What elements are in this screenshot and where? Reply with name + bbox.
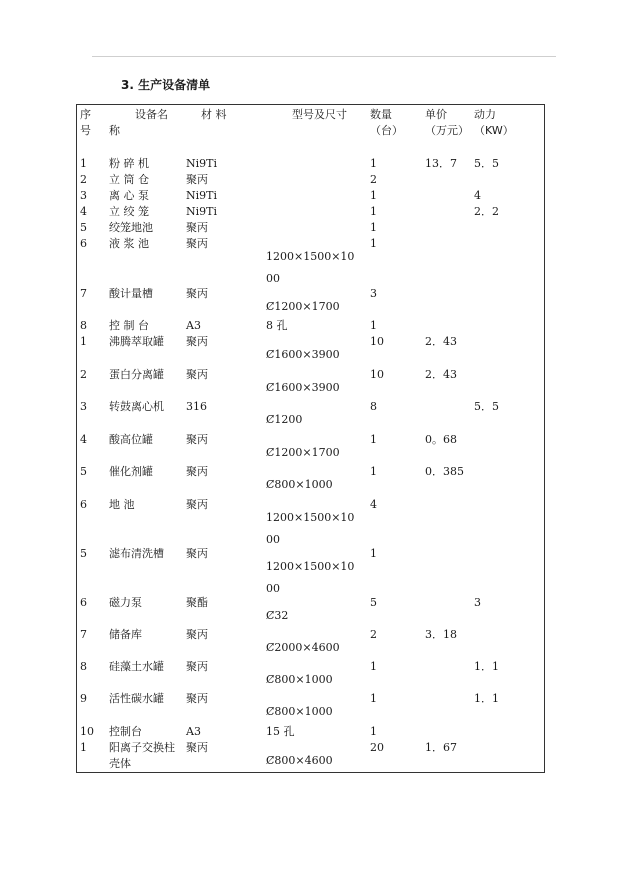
cell-material: 聚丙 bbox=[186, 741, 208, 754]
cell-model: Ȼ1600×3900 bbox=[266, 381, 340, 394]
header-qty-line1: 数量 bbox=[370, 108, 392, 121]
cell-material: 聚丙 bbox=[186, 692, 208, 705]
cell-qty: 1 bbox=[370, 692, 377, 705]
cell-name: 滤布清洗槽 bbox=[109, 547, 164, 560]
header-price-line2: （万元） bbox=[425, 124, 469, 137]
cell-qty: 1 bbox=[370, 433, 377, 446]
cell-qty: 1 bbox=[370, 157, 377, 170]
header-material: 材 料 bbox=[201, 108, 227, 121]
cell-model: Ȼ800×4600 bbox=[266, 754, 333, 767]
header-no-line1: 序 bbox=[80, 108, 91, 121]
header-qty bbox=[370, 107, 403, 139]
cell-material: 聚丙 bbox=[186, 287, 208, 300]
header-price bbox=[425, 107, 469, 139]
header-price-line1: 单价 bbox=[425, 108, 447, 121]
header-power-line2: （KW） bbox=[474, 124, 514, 137]
cell-material: 聚丙 bbox=[186, 547, 208, 560]
cell-price: 0．385 bbox=[425, 465, 464, 478]
cell-material: 聚丙 bbox=[186, 465, 208, 478]
header-name bbox=[109, 107, 168, 139]
cell-name: 蛋白分离罐 bbox=[109, 368, 164, 381]
cell-model: Ȼ800×1000 bbox=[266, 673, 333, 686]
cell-model: Ȼ800×1000 bbox=[266, 478, 333, 491]
cell-qty: 1 bbox=[370, 205, 377, 218]
cell-model: Ȼ1600×3900 bbox=[266, 348, 340, 361]
cell-no: 10 bbox=[80, 725, 94, 738]
cell-model: 1200×1500×1000 bbox=[266, 511, 355, 546]
cell-qty: 10 bbox=[370, 335, 384, 348]
cell-qty: 1 bbox=[370, 221, 377, 234]
cell-model: Ȼ2000×4600 bbox=[266, 641, 340, 654]
cell-model: Ȼ800×1000 bbox=[266, 705, 333, 718]
cell-power: 1．1 bbox=[474, 660, 499, 673]
cell-qty: 1 bbox=[370, 465, 377, 478]
cell-no: 1 bbox=[80, 741, 87, 754]
header-qty-line2: （台） bbox=[370, 124, 403, 137]
cell-qty: 1 bbox=[370, 237, 377, 250]
cell-model: Ȼ1200×1700 bbox=[266, 300, 340, 313]
cell-qty: 20 bbox=[370, 741, 384, 754]
cell-no: 1 bbox=[80, 335, 87, 348]
cell-material: Ni9Ti bbox=[186, 157, 217, 170]
cell-model: 1200×1500×1000 bbox=[266, 560, 355, 595]
cell-power: 4 bbox=[474, 189, 481, 202]
cell-name: 活性碳水罐 bbox=[109, 692, 164, 705]
cell-no: 4 bbox=[80, 433, 87, 446]
header-name-line2: 称 bbox=[109, 124, 120, 137]
cell-model: 1200×1500×1000 bbox=[266, 250, 355, 285]
cell-no: 5 bbox=[80, 221, 87, 234]
cell-name: 催化剂罐 bbox=[109, 465, 153, 478]
cell-model: Ȼ1200×1700 bbox=[266, 446, 340, 459]
header-no bbox=[80, 107, 91, 139]
cell-material: Ni9Ti bbox=[186, 189, 217, 202]
cell-no: 1 bbox=[80, 157, 87, 170]
cell-qty: 5 bbox=[370, 596, 377, 609]
cell-material: 聚丙 bbox=[186, 173, 208, 186]
cell-model: Ȼ32 bbox=[266, 609, 289, 622]
cell-no: 7 bbox=[80, 628, 87, 641]
cell-name: 离 心 泵 bbox=[109, 189, 149, 202]
cell-material: 聚丙 bbox=[186, 433, 208, 446]
cell-price: 1．67 bbox=[425, 741, 457, 754]
cell-no: 2 bbox=[80, 173, 87, 186]
cell-material: 聚丙 bbox=[186, 628, 208, 641]
cell-qty: 2 bbox=[370, 628, 377, 641]
header-name-line1: 设备名 bbox=[135, 108, 168, 121]
header-model: 型号及尺寸 bbox=[292, 108, 347, 121]
cell-power: 5．5 bbox=[474, 400, 499, 413]
header-no-line2: 号 bbox=[80, 124, 91, 137]
cell-no: 3 bbox=[80, 400, 87, 413]
cell-no: 6 bbox=[80, 498, 87, 511]
cell-material: Ni9Ti bbox=[186, 205, 217, 218]
cell-material: A3 bbox=[186, 725, 201, 738]
cell-name: 控 制 台 bbox=[109, 319, 149, 332]
cell-qty: 1 bbox=[370, 725, 377, 738]
cell-price: 0。68 bbox=[425, 433, 457, 446]
cell-model: Ȼ1200 bbox=[266, 413, 303, 426]
cell-name: 阳离子交换柱壳体 bbox=[109, 741, 175, 770]
cell-no: 7 bbox=[80, 287, 87, 300]
cell-material: 聚丙 bbox=[186, 498, 208, 511]
cell-no: 3 bbox=[80, 189, 87, 202]
cell-material: 316 bbox=[186, 400, 207, 413]
cell-qty: 2 bbox=[370, 173, 377, 186]
cell-name: 液 浆 池 bbox=[109, 237, 149, 250]
cell-no: 4 bbox=[80, 205, 87, 218]
cell-material: 聚丙 bbox=[186, 237, 208, 250]
header-rule bbox=[92, 56, 556, 57]
cell-qty: 8 bbox=[370, 400, 377, 413]
cell-material: 聚丙 bbox=[186, 368, 208, 381]
cell-no: 8 bbox=[80, 319, 87, 332]
cell-no: 6 bbox=[80, 596, 87, 609]
cell-no: 8 bbox=[80, 660, 87, 673]
cell-no: 5 bbox=[80, 547, 87, 560]
page-title: 3. 生产设备清单 bbox=[121, 78, 211, 92]
cell-name: 酸计量槽 bbox=[109, 287, 153, 300]
cell-material: 聚丙 bbox=[186, 335, 208, 348]
cell-name: 沸腾萃取罐 bbox=[109, 335, 164, 348]
cell-qty: 3 bbox=[370, 287, 377, 300]
cell-qty: 10 bbox=[370, 368, 384, 381]
cell-price: 2．43 bbox=[425, 368, 457, 381]
cell-material: 聚丙 bbox=[186, 221, 208, 234]
cell-name: 磁力泵 bbox=[109, 596, 142, 609]
cell-power: 5．5 bbox=[474, 157, 499, 170]
header-power-line1: 动力 bbox=[474, 108, 496, 121]
cell-qty: 1 bbox=[370, 660, 377, 673]
header-power bbox=[474, 107, 514, 139]
cell-qty: 1 bbox=[370, 189, 377, 202]
cell-qty: 1 bbox=[370, 319, 377, 332]
cell-name: 硅藻土水罐 bbox=[109, 660, 164, 673]
cell-name: 转鼓离心机 bbox=[109, 400, 164, 413]
cell-price: 13．7 bbox=[425, 157, 457, 170]
cell-name: 酸高位罐 bbox=[109, 433, 153, 446]
cell-price: 2．43 bbox=[425, 335, 457, 348]
cell-power: 1．1 bbox=[474, 692, 499, 705]
cell-power: 2．2 bbox=[474, 205, 499, 218]
cell-material: 聚酯 bbox=[186, 596, 208, 609]
cell-name: 地 池 bbox=[109, 498, 135, 511]
cell-model: 8 孔 bbox=[266, 319, 288, 332]
cell-no: 9 bbox=[80, 692, 87, 705]
cell-name: 粉 碎 机 bbox=[109, 157, 149, 170]
cell-name: 控制台 bbox=[109, 725, 142, 738]
cell-name: 储备库 bbox=[109, 628, 142, 641]
cell-price: 3．18 bbox=[425, 628, 457, 641]
cell-no: 6 bbox=[80, 237, 87, 250]
cell-qty: 4 bbox=[370, 498, 377, 511]
cell-material: 聚丙 bbox=[186, 660, 208, 673]
cell-material: A3 bbox=[186, 319, 201, 332]
cell-no: 2 bbox=[80, 368, 87, 381]
cell-qty: 1 bbox=[370, 547, 377, 560]
cell-name: 立 筒 仓 bbox=[109, 173, 149, 186]
cell-power: 3 bbox=[474, 596, 481, 609]
cell-model: 15 孔 bbox=[266, 725, 295, 738]
cell-no: 5 bbox=[80, 465, 87, 478]
cell-name: 立 绞 笼 bbox=[109, 205, 149, 218]
cell-name: 绞笼地池 bbox=[109, 221, 153, 234]
